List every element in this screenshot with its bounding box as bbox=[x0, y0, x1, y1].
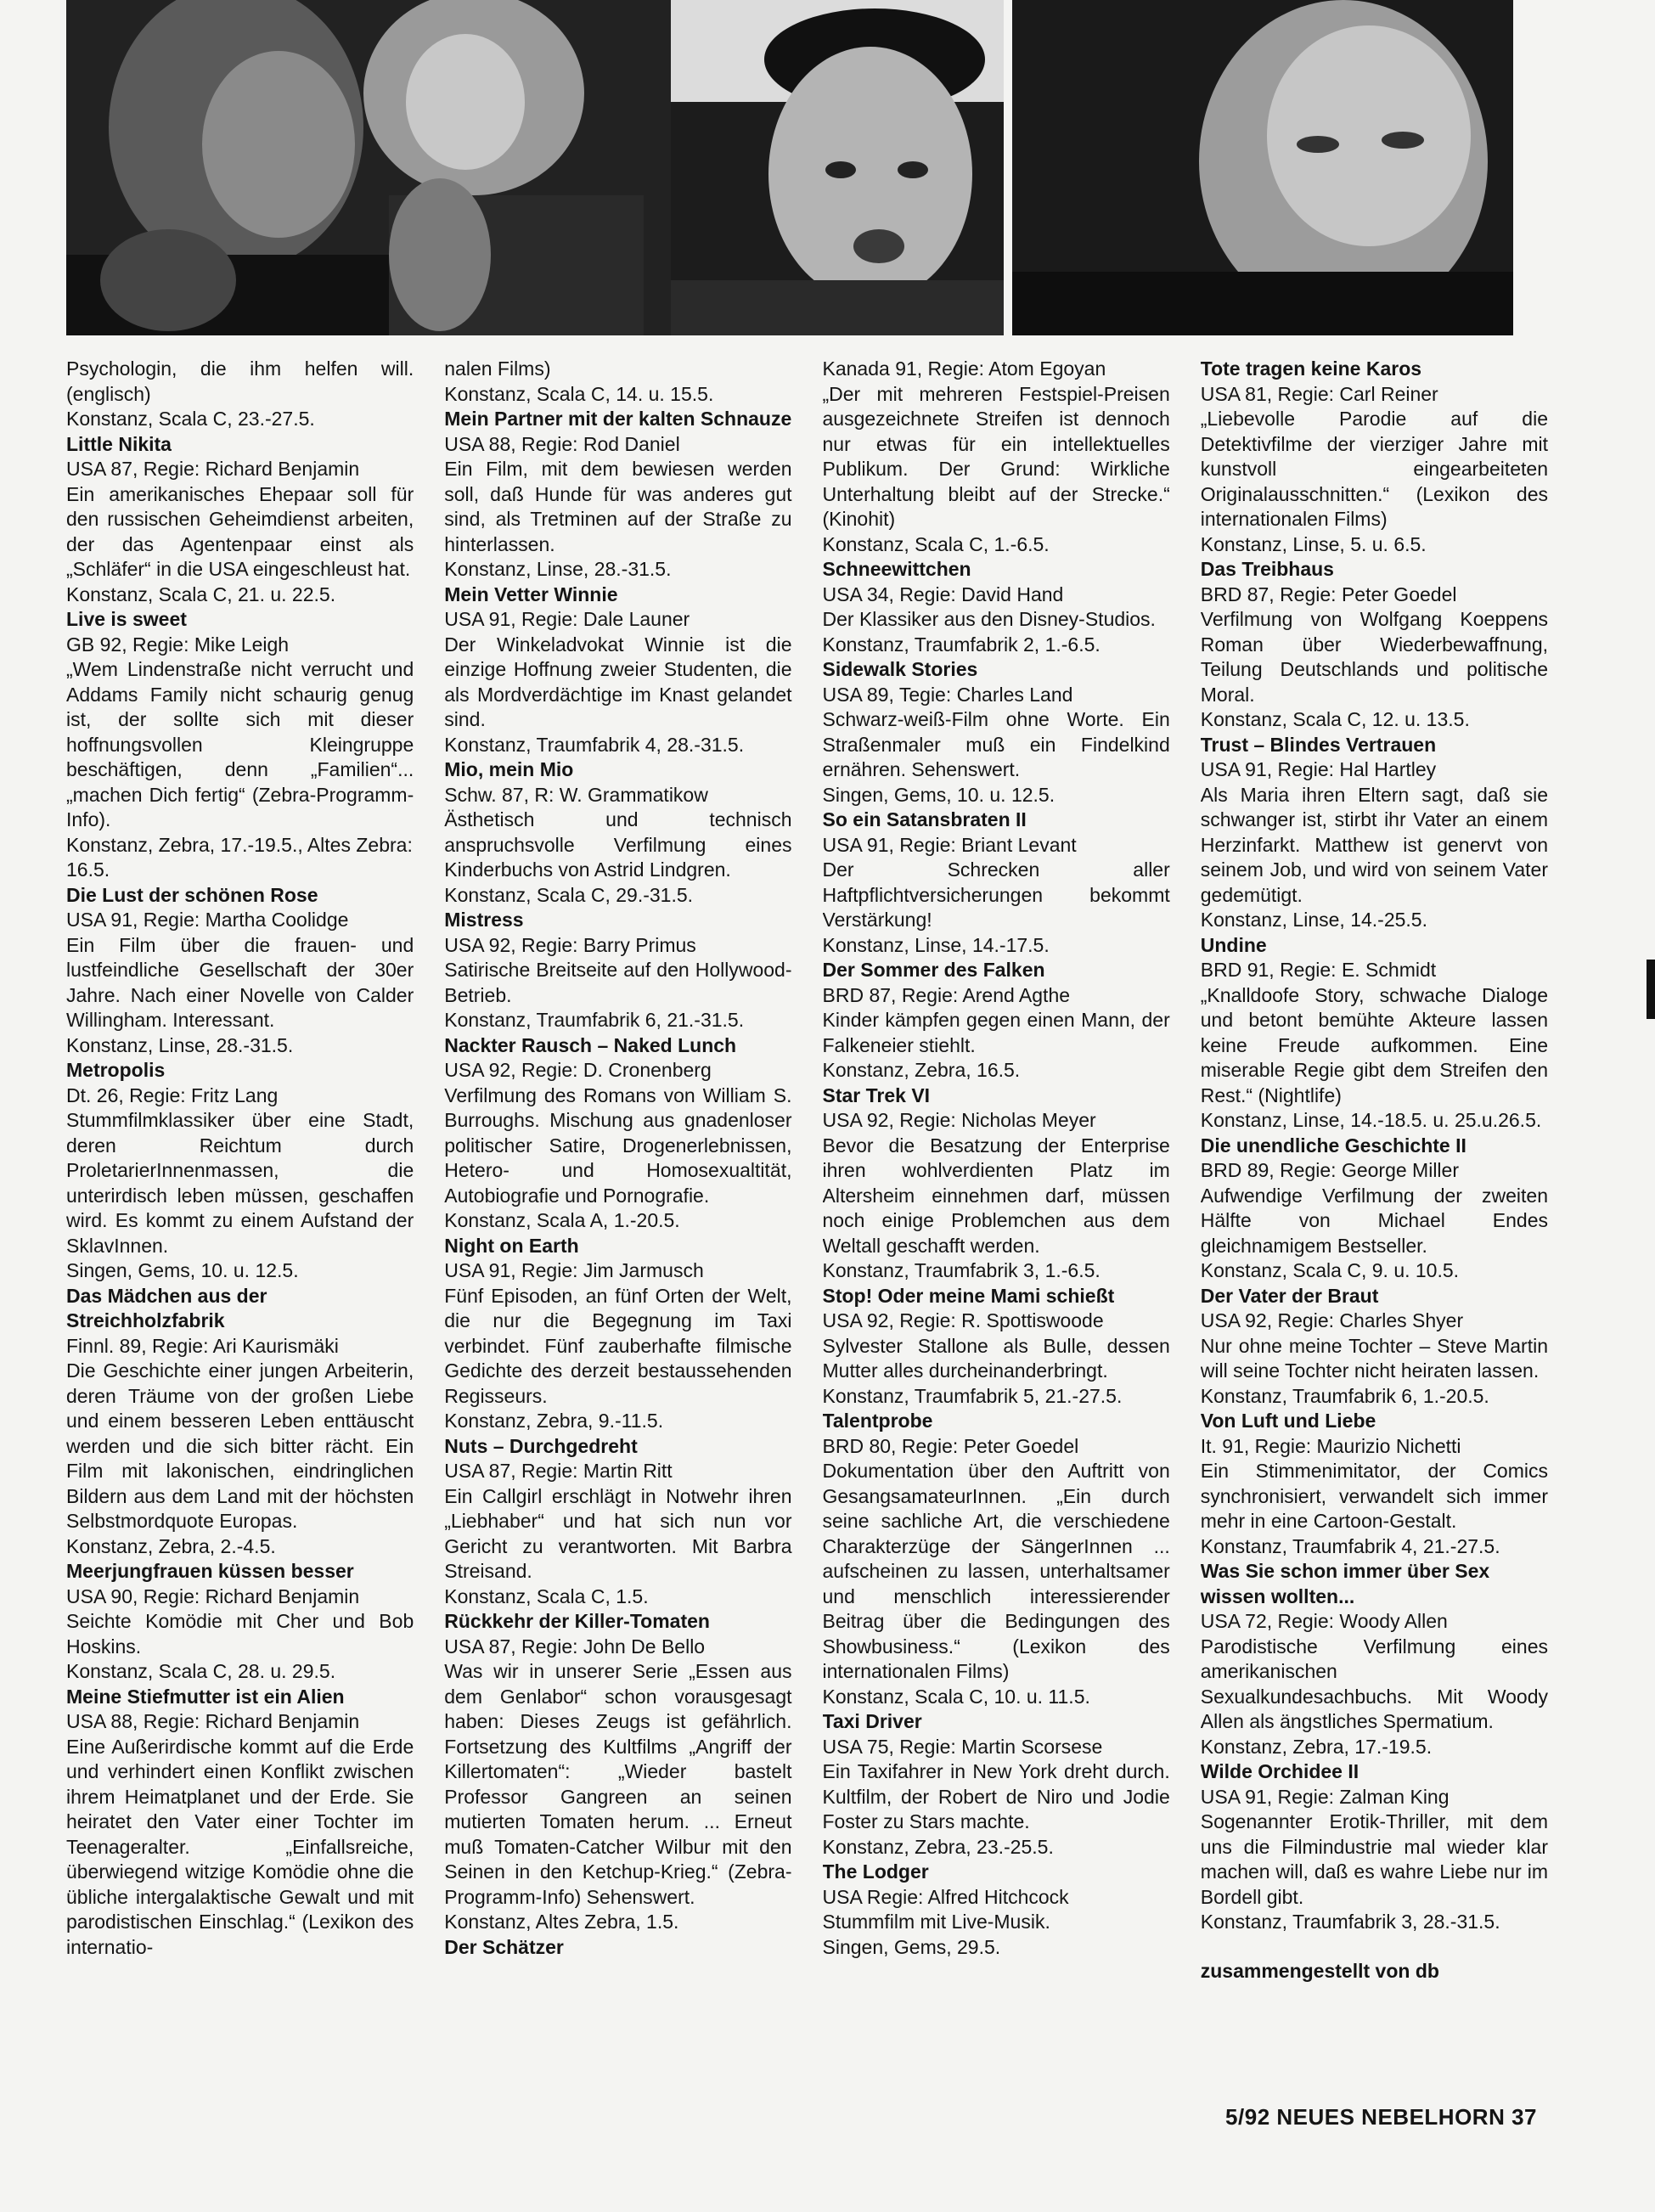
film-description: Parodistische Verfilmung eines amerikanischen Sexualkundesachbuchs. Mit Woody Allen als ängstliches Spermatium. bbox=[1200, 1635, 1548, 1732]
film-description: Kinder kämpfen gegen einen Mann, der Falkeneier stiehlt. bbox=[822, 1009, 1170, 1056]
film-credits: Schw. 87, R: W. Grammatikow bbox=[444, 783, 708, 806]
film-credits: BRD 91, Regie: E. Schmidt bbox=[1200, 959, 1437, 981]
screening-info: Konstanz, Linse, 14.-17.5. bbox=[822, 933, 1050, 956]
film-title: Mein Vetter Winnie bbox=[444, 583, 618, 605]
film-title: Mistress bbox=[444, 909, 524, 931]
film-title: Der Sommer des Falken bbox=[822, 959, 1045, 981]
film-title: Sidewalk Stories bbox=[822, 658, 978, 680]
column-1 bbox=[66, 357, 414, 2046]
screening-info: Konstanz, Altes Zebra, 1.5. bbox=[444, 1911, 679, 1933]
column-3 bbox=[823, 357, 1170, 2046]
film-credits: BRD 80, Regie: Peter Goedel bbox=[822, 1434, 1079, 1457]
film-description: Ein amerikanisches Ehepaar soll für den russischen Geheimdienst arbeiten, der das Agentenpaar einst als „Schläfer“ in die USA eingeschleust hat. bbox=[66, 482, 414, 580]
film-description: Stummfilmklassiker über eine Stadt, deren Reichtum durch ProletarierInnenmassen, die unterirdisch leben müssen, geschaffen wird. Es kommt zu einem Aufstand der SklavInnen. bbox=[66, 1109, 414, 1257]
screening-info: Konstanz, Linse, 14.-18.5. u. 25.u.26.5. bbox=[1200, 1109, 1542, 1131]
screening-info: Konstanz, Traumfabrik 4, 21.-27.5. bbox=[1200, 1534, 1500, 1557]
film-credits: USA 34, Regie: David Hand bbox=[822, 583, 1064, 605]
film-description: Ein Taxifahrer in New York dreht durch. Kultfilm, der Robert de Niro und Jodie Foster zu Stars machte. bbox=[822, 1760, 1170, 1832]
film-title: Rückkehr der Killer-Tomaten bbox=[444, 1610, 710, 1632]
film-description: Sylvester Stallone als Bulle, dessen Mutter alles durcheinanderbringt. bbox=[822, 1334, 1170, 1382]
film-description: Fünf Episoden, an fünf Orten der Welt, die nur die Begegnung im Taxi verbindet. Fünf zauberhafte filmische Gedichte des derzeit bestaussehenden Regisseurs. bbox=[444, 1284, 792, 1407]
screening-info: Konstanz, Scala C, 1.5. bbox=[444, 1584, 649, 1607]
screening-info: Konstanz, Zebra, 17.-19.5. bbox=[1200, 1735, 1433, 1758]
column-4 bbox=[1201, 357, 1548, 2046]
film-description: „Knalldoofe Story, schwache Dialoge und betont bemühte Akteure lassen keine Freude aufkommen. Eine miserable Regie gibt dem Streifen den Rest.“ (Nightlife) bbox=[1200, 983, 1548, 1106]
film-description: Seichte Komödie mit Cher und Bob Hoskins. bbox=[66, 1610, 414, 1658]
film-title: Von Luft und Liebe bbox=[1200, 1410, 1376, 1432]
film-title: Stop! Oder meine Mami schießt bbox=[822, 1284, 1115, 1307]
film-title: So ein Satansbraten II bbox=[822, 808, 1027, 830]
film-credits: USA 87, Regie: Martin Ritt bbox=[444, 1460, 673, 1482]
film-title: Live is sweet bbox=[66, 608, 187, 630]
film-still-young-man-photo bbox=[671, 0, 1004, 335]
film-credits: BRD 87, Regie: Arend Agthe bbox=[822, 983, 1071, 1006]
film-title: Nackter Rausch – Naked Lunch bbox=[444, 1033, 737, 1056]
film-credits: USA 92, Regie: D. Cronenberg bbox=[444, 1059, 712, 1081]
screening-info: Konstanz, Scala C, 10. u. 11.5. bbox=[822, 1685, 1090, 1708]
screening-info: Konstanz, Scala C, 14. u. 15.5. bbox=[444, 382, 714, 405]
film-credits: BRD 87, Regie: Peter Goedel bbox=[1200, 583, 1457, 605]
film-title: Taxi Driver bbox=[822, 1710, 922, 1732]
film-title: Das Treibhaus bbox=[1200, 558, 1334, 580]
film-credits: USA 90, Regie: Richard Benjamin bbox=[66, 1584, 360, 1607]
film-description: Aufwendige Verfilmung der zweiten Hälfte von Michael Endes gleichnamigem Bestseller. bbox=[1200, 1184, 1548, 1257]
film-credits: USA 91, Regie: Briant Levant bbox=[822, 833, 1077, 856]
film-title: Meine Stiefmutter ist ein Alien bbox=[66, 1685, 345, 1708]
film-title: The Lodger bbox=[822, 1860, 929, 1883]
film-description: Was wir in unserer Serie „Essen aus dem Genlabor“ schon vorausgesagt haben: Dieses Zeugs ist gefährlich. Fortsetzung des Kultfilms „Angriff der Killertomaten“: „Wieder bastelt Professor Gangreen an seinen mutierten Tomaten herum. ... Erneut muß Tomaten-Catcher Wilbur mit den Seinen in den Ketchup-Krieg.“ (Zebra-Programm-Info) Sehenswert. bbox=[444, 1660, 792, 1908]
film-credits: USA 75, Regie: Martin Scorsese bbox=[822, 1735, 1103, 1758]
film-title: Mein Partner mit der kalten Schnauze bbox=[444, 408, 792, 430]
screening-info: Konstanz, Linse, 28.-31.5. bbox=[444, 558, 672, 580]
screening-info: Konstanz, Traumfabrik 6, 1.-20.5. bbox=[1200, 1384, 1489, 1407]
film-credits: USA 91, Regie: Hal Hartley bbox=[1200, 758, 1437, 780]
film-title: Schneewittchen bbox=[822, 558, 971, 580]
film-title: Der Vater der Braut bbox=[1200, 1284, 1379, 1307]
photo-strip bbox=[0, 0, 1655, 340]
film-credits: Dt. 26, Regie: Fritz Lang bbox=[66, 1083, 279, 1106]
film-description: „Der mit mehreren Festspiel-Preisen ausgezeichnete Streifen ist dennoch nur etwas für ein intellektuelles Publikum. Der Grund: Wirkliche Unterhaltung bleibt auf der Strecke.“ (Kinohit) bbox=[822, 382, 1170, 530]
film-credits: It. 91, Regie: Maurizio Nichetti bbox=[1200, 1434, 1461, 1457]
screening-info: Singen, Gems, 10. u. 12.5. bbox=[822, 783, 1055, 806]
film-description: Die Geschichte einer jungen Arbeiterin, deren Träume von der großen Liebe und einem besseren Leben enttäuscht werden und die sich bitter rächt. Ein Film mit lakonischen, eindringlichen Bildern aus dem Land mit der höchsten Selbstmordquote Europas. bbox=[66, 1359, 414, 1532]
film-description: Verfilmung des Romans von William S. Burroughs. Mischung aus gnadenloser politischer Satire, Drogenerlebnissen, Hetero- und Homosexualtität, Autobiografie und Pornografie. bbox=[444, 1083, 792, 1207]
film-title: Talentprobe bbox=[822, 1410, 933, 1432]
film-title: Die Lust der schönen Rose bbox=[66, 883, 318, 906]
screening-info: Konstanz, Zebra, 9.-11.5. bbox=[444, 1410, 664, 1432]
film-title: Das Mädchen aus der Streichholzfabrik bbox=[66, 1284, 267, 1331]
screening-info: Konstanz, Linse, 28.-31.5. bbox=[66, 1033, 294, 1056]
screening-info: Konstanz, Linse, 5. u. 6.5. bbox=[1200, 532, 1427, 555]
film-title: Meerjungfrauen küssen besser bbox=[66, 1560, 354, 1582]
film-description: Ästhetisch und technisch anspruchsvolle Verfilmung eines Kinderbuchs von Astrid Lindgren. bbox=[444, 808, 792, 881]
film-credits: GB 92, Regie: Mike Leigh bbox=[66, 633, 290, 656]
film-credits: USA 72, Regie: Woody Allen bbox=[1200, 1610, 1448, 1632]
film-credits: USA 91, Regie: Martha Coolidge bbox=[66, 909, 349, 931]
film-credits: USA 92, Regie: Barry Primus bbox=[444, 933, 696, 956]
compiled-by: zusammengestellt von db bbox=[1200, 1959, 1439, 1982]
film-title: Was Sie schon immer über Sex wissen wollten... bbox=[1200, 1560, 1490, 1607]
film-title: Die unendliche Geschichte II bbox=[1200, 1134, 1466, 1157]
film-still-man-portrait-photo bbox=[1012, 0, 1513, 335]
film-description: nalen Films) bbox=[444, 357, 551, 380]
film-credits: USA 92, Regie: Charles Shyer bbox=[1200, 1309, 1464, 1331]
column-2 bbox=[444, 357, 791, 2046]
screening-info: Konstanz, Traumfabrik 3, 28.-31.5. bbox=[1200, 1911, 1500, 1933]
edge-mark bbox=[1647, 960, 1655, 1019]
film-credits: BRD 89, Regie: George Miller bbox=[1200, 1159, 1459, 1181]
film-title: Nuts – Durchgedreht bbox=[444, 1434, 638, 1457]
film-credits: USA 88, Regie: Richard Benjamin bbox=[66, 1710, 360, 1732]
screening-info: Konstanz, Linse, 14.-25.5. bbox=[1200, 909, 1427, 931]
film-credits: USA 91, Regie: Jim Jarmusch bbox=[444, 1259, 704, 1281]
film-description: Ein Film, mit dem bewiesen werden soll, daß Hunde für was anderes gut sind, als Tretminen auf der Straße zu hinterlassen. bbox=[444, 458, 792, 555]
screening-info: Konstanz, Zebra, 2.-4.5. bbox=[66, 1534, 276, 1557]
film-description: Der Schrecken aller Haftpflichtversicherungen bekommt Verstärkung! bbox=[822, 858, 1170, 931]
film-title: Star Trek VI bbox=[822, 1083, 931, 1106]
film-description: Ein Callgirl erschlägt in Notwehr ihren „Liebhaber“ und hat sich nun vor Gericht zu verantworten. Mit Barbra Streisand. bbox=[444, 1484, 792, 1582]
film-description: Als Maria ihren Eltern sagt, daß sie schwanger ist, stirbt ihr Vater an einem Herzinfarkt. Matthew ist genervt von seinem Job, und wird von seinem Vater gedemütigt. bbox=[1200, 783, 1548, 906]
film-description: Stummfilm mit Live-Musik. bbox=[822, 1911, 1050, 1933]
screening-info: Konstanz, Scala C, 23.-27.5. bbox=[66, 408, 315, 430]
film-description: „Liebevolle Parodie auf die Detektivfilme der vierziger Jahre mit kunstvoll eingearbeiteten Originalausschnitten.“ (Lexikon des internationalen Films) bbox=[1200, 408, 1548, 530]
film-title: Wilde Orchidee II bbox=[1200, 1760, 1359, 1782]
film-title: Metropolis bbox=[66, 1059, 166, 1081]
screening-info: Konstanz, Scala C, 29.-31.5. bbox=[444, 883, 694, 906]
film-title: Night on Earth bbox=[444, 1234, 579, 1257]
film-description: Dokumentation über den Auftritt von GesangsamateurInnen. „Ein durch seine sachliche Art, die verschiedene Charakterzüge der SängerInnen ... aufscheinen zu lassen, unterhaltsamer und menschlich interessierender Beitrag über die Bedingungen des Showbusiness.“ (Lexikon des internationalen Films) bbox=[822, 1460, 1170, 1682]
screening-info: Singen, Gems, 10. u. 12.5. bbox=[66, 1259, 299, 1281]
film-credits: Finnl. 89, Regie: Ari Kaurismäki bbox=[66, 1334, 339, 1357]
film-credits: Kanada 91, Regie: Atom Egoyan bbox=[822, 357, 1106, 380]
film-description: Nur ohne meine Tochter – Steve Martin will seine Tochter nicht heiraten lassen. bbox=[1200, 1334, 1548, 1382]
film-description: Satirische Breitseite auf den Hollywood-Betrieb. bbox=[444, 959, 792, 1006]
film-credits: USA 89, Tegie: Charles Land bbox=[822, 683, 1073, 706]
film-listings bbox=[66, 357, 1548, 2046]
film-description: Der Winkeladvokat Winnie ist die einzige Hoffnung zweier Studenten, die als Mordverdächtige im Knast gelandet sind. bbox=[444, 633, 792, 730]
screening-info: Konstanz, Scala C, 1.-6.5. bbox=[822, 532, 1050, 555]
screening-info: Konstanz, Zebra, 17.-19.5., Altes Zebra: 16.5. bbox=[66, 833, 413, 881]
film-title: Der Schätzer bbox=[444, 1935, 564, 1958]
film-credits: USA Regie: Alfred Hitchcock bbox=[822, 1885, 1069, 1908]
film-title: Tote tragen keine Karos bbox=[1200, 357, 1422, 380]
film-credits: USA 81, Regie: Carl Reiner bbox=[1200, 382, 1438, 405]
screening-info: Konstanz, Scala C, 28. u. 29.5. bbox=[66, 1660, 336, 1682]
screening-info: Konstanz, Traumfabrik 3, 1.-6.5. bbox=[822, 1259, 1101, 1281]
film-description: Bevor die Besatzung der Enterprise ihren wohlverdienten Platz im Altersheim einnehmen darf, müssen noch einige Problemchen aus dem Weltall geschafft werden. bbox=[822, 1134, 1170, 1257]
film-still-couple-photo bbox=[66, 0, 678, 335]
screening-info: Konstanz, Traumfabrik 4, 28.-31.5. bbox=[444, 733, 745, 756]
film-credits: USA 88, Regie: Rod Daniel bbox=[444, 432, 680, 455]
screening-info: Konstanz, Traumfabrik 6, 21.-31.5. bbox=[444, 1009, 745, 1031]
film-title: Trust – Blindes Vertrauen bbox=[1200, 733, 1437, 756]
screening-info: Konstanz, Scala C, 9. u. 10.5. bbox=[1200, 1259, 1460, 1281]
film-description: Ein Stimmenimitator, der Comics synchronisiert, verwandelt sich immer mehr in eine Cartoon-Gestalt. bbox=[1200, 1460, 1548, 1532]
film-description: Ein Film über die frauen- und lustfeindliche Gesellschaft der 30er Jahre. Nach einer Novelle von Calder Willingham. Interessant. bbox=[66, 933, 414, 1031]
film-credits: USA 91, Regie: Zalman King bbox=[1200, 1785, 1450, 1808]
screening-info: Singen, Gems, 29.5. bbox=[822, 1935, 1001, 1958]
film-description: „Wem Lindenstraße nicht verrucht und Addams Family nicht schaurig genug ist, der sollte sich mit dieser hoffnungsvollen Kleingruppe beschäftigen, denn „Familien“... „machen Dich fertig“ (Zebra-Programm-Info). bbox=[66, 658, 414, 830]
screening-info: Konstanz, Scala A, 1.-20.5. bbox=[444, 1209, 680, 1231]
page-footer: 5/92 NEUES NEBELHORN 37 bbox=[1225, 2104, 1537, 2130]
film-description: Schwarz-weiß-Film ohne Worte. Ein Straßenmaler muß ein Findelkind ernähren. Sehenswert. bbox=[822, 708, 1170, 780]
screening-info: Konstanz, Scala C, 12. u. 13.5. bbox=[1200, 708, 1470, 730]
film-description: Der Klassiker aus den Disney-Studios. bbox=[822, 608, 1156, 630]
screening-info: Konstanz, Scala C, 21. u. 22.5. bbox=[66, 583, 336, 605]
film-credits: USA 91, Regie: Dale Launer bbox=[444, 608, 690, 630]
film-title: Little Nikita bbox=[66, 432, 172, 455]
screening-info: Konstanz, Traumfabrik 2, 1.-6.5. bbox=[822, 633, 1101, 656]
film-title: Mio, mein Mio bbox=[444, 758, 574, 780]
film-description: Verfilmung von Wolfgang Koeppens Roman über Wiederbewaffnung, Teilung Deutschlands und politische Moral. bbox=[1200, 608, 1548, 706]
film-description: Sogenannter Erotik-Thriller, mit dem uns die Filmindustrie mal wieder klar machen will, daß es wahre Liebe nur im Bordell gibt. bbox=[1200, 1810, 1548, 1908]
film-title: Undine bbox=[1200, 933, 1267, 956]
film-description: Eine Außerirdische kommt auf die Erde und verhindert einen Konflikt zwischen ihrem Heimatplanet und der Erde. Sie heiratet den Vater einer Tochter im Teenageralter. „Einfallsreiche, überwiegend witzige Komödie ohne die übliche intergalaktische Gewalt und mit parodistischen Einschlag.“ (Lexikon des internatio- bbox=[66, 1735, 414, 1958]
film-credits: USA 92, Regie: R. Spottiswoode bbox=[822, 1309, 1104, 1331]
film-credits: USA 92, Regie: Nicholas Meyer bbox=[822, 1109, 1096, 1131]
screening-info: Konstanz, Traumfabrik 5, 21.-27.5. bbox=[822, 1384, 1123, 1407]
film-credits: USA 87, Regie: John De Bello bbox=[444, 1635, 706, 1658]
film-credits: USA 87, Regie: Richard Benjamin bbox=[66, 458, 360, 480]
film-description: Psychologin, die ihm helfen will. (englisch) bbox=[66, 357, 414, 405]
screening-info: Konstanz, Zebra, 16.5. bbox=[822, 1059, 1021, 1081]
screening-info: Konstanz, Zebra, 23.-25.5. bbox=[822, 1835, 1054, 1858]
